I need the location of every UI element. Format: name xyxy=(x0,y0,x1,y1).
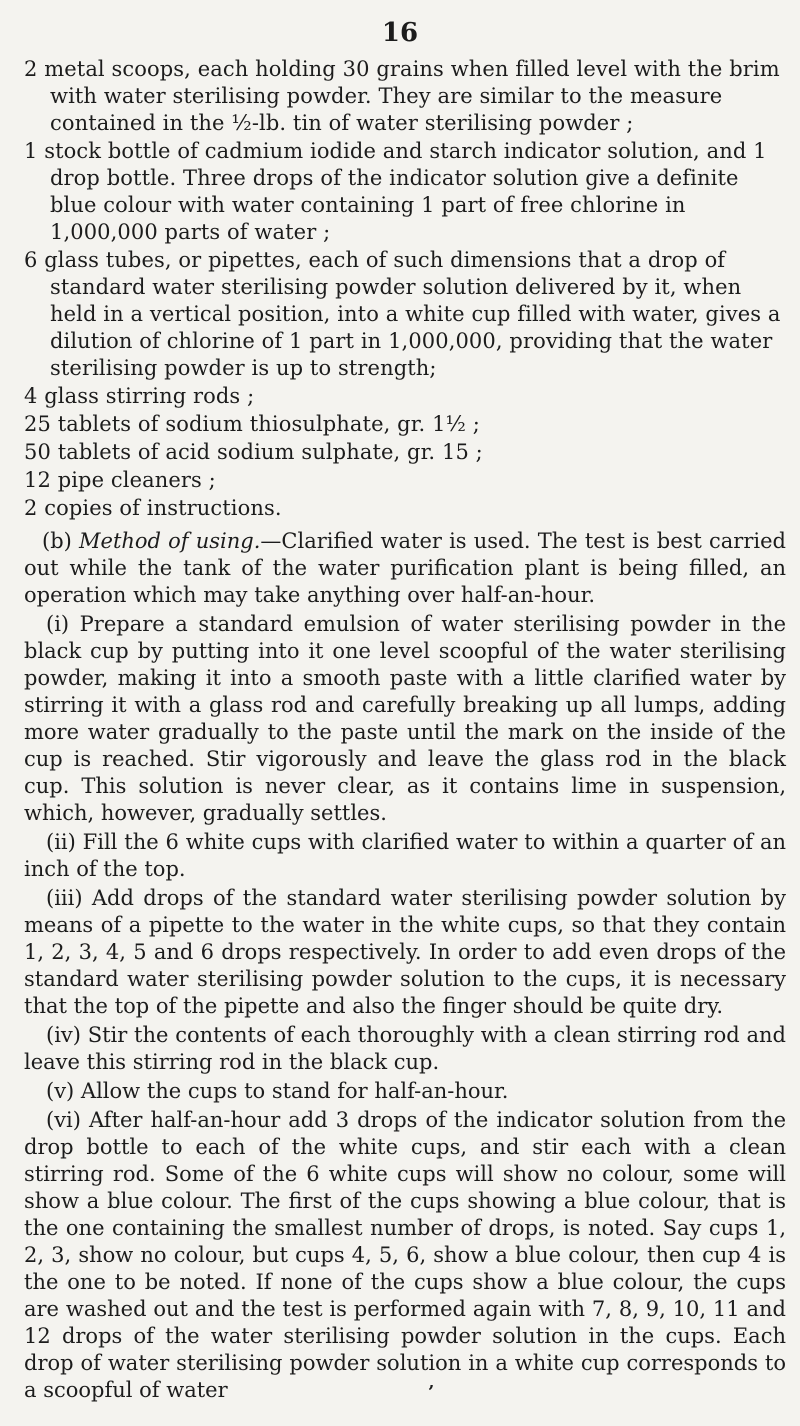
equipment-item: 50 tablets of acid sodium sulphate, gr. 15 ; xyxy=(24,440,483,464)
equipment-item: 2 metal scoops, each holding 30 grains when filled level with the brim with water sterilising powder. They are similar to the measure contained in the ½-lb. tin of water sterilising powder ; xyxy=(24,57,780,135)
procedure-step: (iv) Stir the contents of each thoroughly with a clean stirring rod and leave this stirring rod in the black cup. xyxy=(24,1023,786,1074)
page-content xyxy=(24,56,786,1405)
method-label: (b) xyxy=(42,529,72,553)
procedure-steps xyxy=(24,611,786,1404)
method-text: —Clarified water is used. The test is best carried out while the tank of the water purification plant is being filled, an operation which may take anything over half-an-hour. xyxy=(24,529,786,607)
procedure-step: (vi) After half-an-hour add 3 drops of the indicator solution from the drop bottle to each of the white cups, and stir each with a clean stirring rod. Some of the 6 white cups will show no colour, some will show a blue colour. The first of the cups showing a blue colour, that is the one containing the smallest number of drops, is noted. Say cups 1, 2, 3, show no colour, but cups 4, 5, 6, show a blue colour, then cup 4 is the one to be noted. If none of the cups show a blue colour, the cups are washed out and the test is performed again with 7, 8, 9, 10, 11 and 12 drops of the water sterilising powder solution in the cups. Each drop of water sterilising powder solution in a white cup corresponds to a scoopful of water xyxy=(24,1108,786,1402)
equipment-item: 4 glass stirring rods ; xyxy=(24,384,255,408)
footer-mark: ’ xyxy=(428,1382,435,1403)
equipment-item: 25 tablets of sodium thiosulphate, gr. 1½ ; xyxy=(24,412,480,436)
equipment-item: 1 stock bottle of cadmium iodide and starch indicator solution, and 1 drop bottle. Three drops of the indicator solution give a definite blue colour with water containing 1 part of free chlorine in 1,000,000 parts of water ; xyxy=(24,139,767,244)
procedure-step: (ii) Fill the 6 white cups with clarified water to within a quarter of an inch of the top. xyxy=(24,830,786,881)
method-paragraph xyxy=(24,528,786,609)
equipment-item: 2 copies of instructions. xyxy=(24,496,282,520)
procedure-step: (iii) Add drops of the standard water sterilising powder solution by means of a pipette to the water in the white cups, so that they contain 1, 2, 3, 4, 5 and 6 drops respectively. In order to add even drops of the standard water sterilising powder solution to the cups, it is necessary that the top of the pipette and also the finger should be quite dry. xyxy=(24,886,786,1018)
equipment-item: 12 pipe cleaners ; xyxy=(24,468,216,492)
procedure-step: (i) Prepare a standard emulsion of water sterilising powder in the black cup by putting into it one level scoopful of the water sterilising powder, making it into a smooth paste with a little clarified water by stirring it with a glass rod and carefully breaking up all lumps, adding more water gradually to the paste until the mark on the inside of the cup is reached. Stir vigorously and leave the glass rod in the black cup. This solution is never clear, as it contains lime in suspension, which, however, gradually settles. xyxy=(24,612,786,825)
page-number: 16 xyxy=(381,18,419,48)
procedure-step: (v) Allow the cups to stand for half-an-hour. xyxy=(46,1079,509,1103)
equipment-list xyxy=(24,56,786,522)
method-title: Method of using. xyxy=(79,529,261,553)
equipment-item: 6 glass tubes, or pipettes, each of such dimensions that a drop of standard water sterilising powder solution delivered by it, when held in a vertical position, into a white cup filled with water, gives a dilution of chlorine of 1 part in 1,000,000, providing that the water sterilising powder is up to strength; xyxy=(24,248,781,380)
